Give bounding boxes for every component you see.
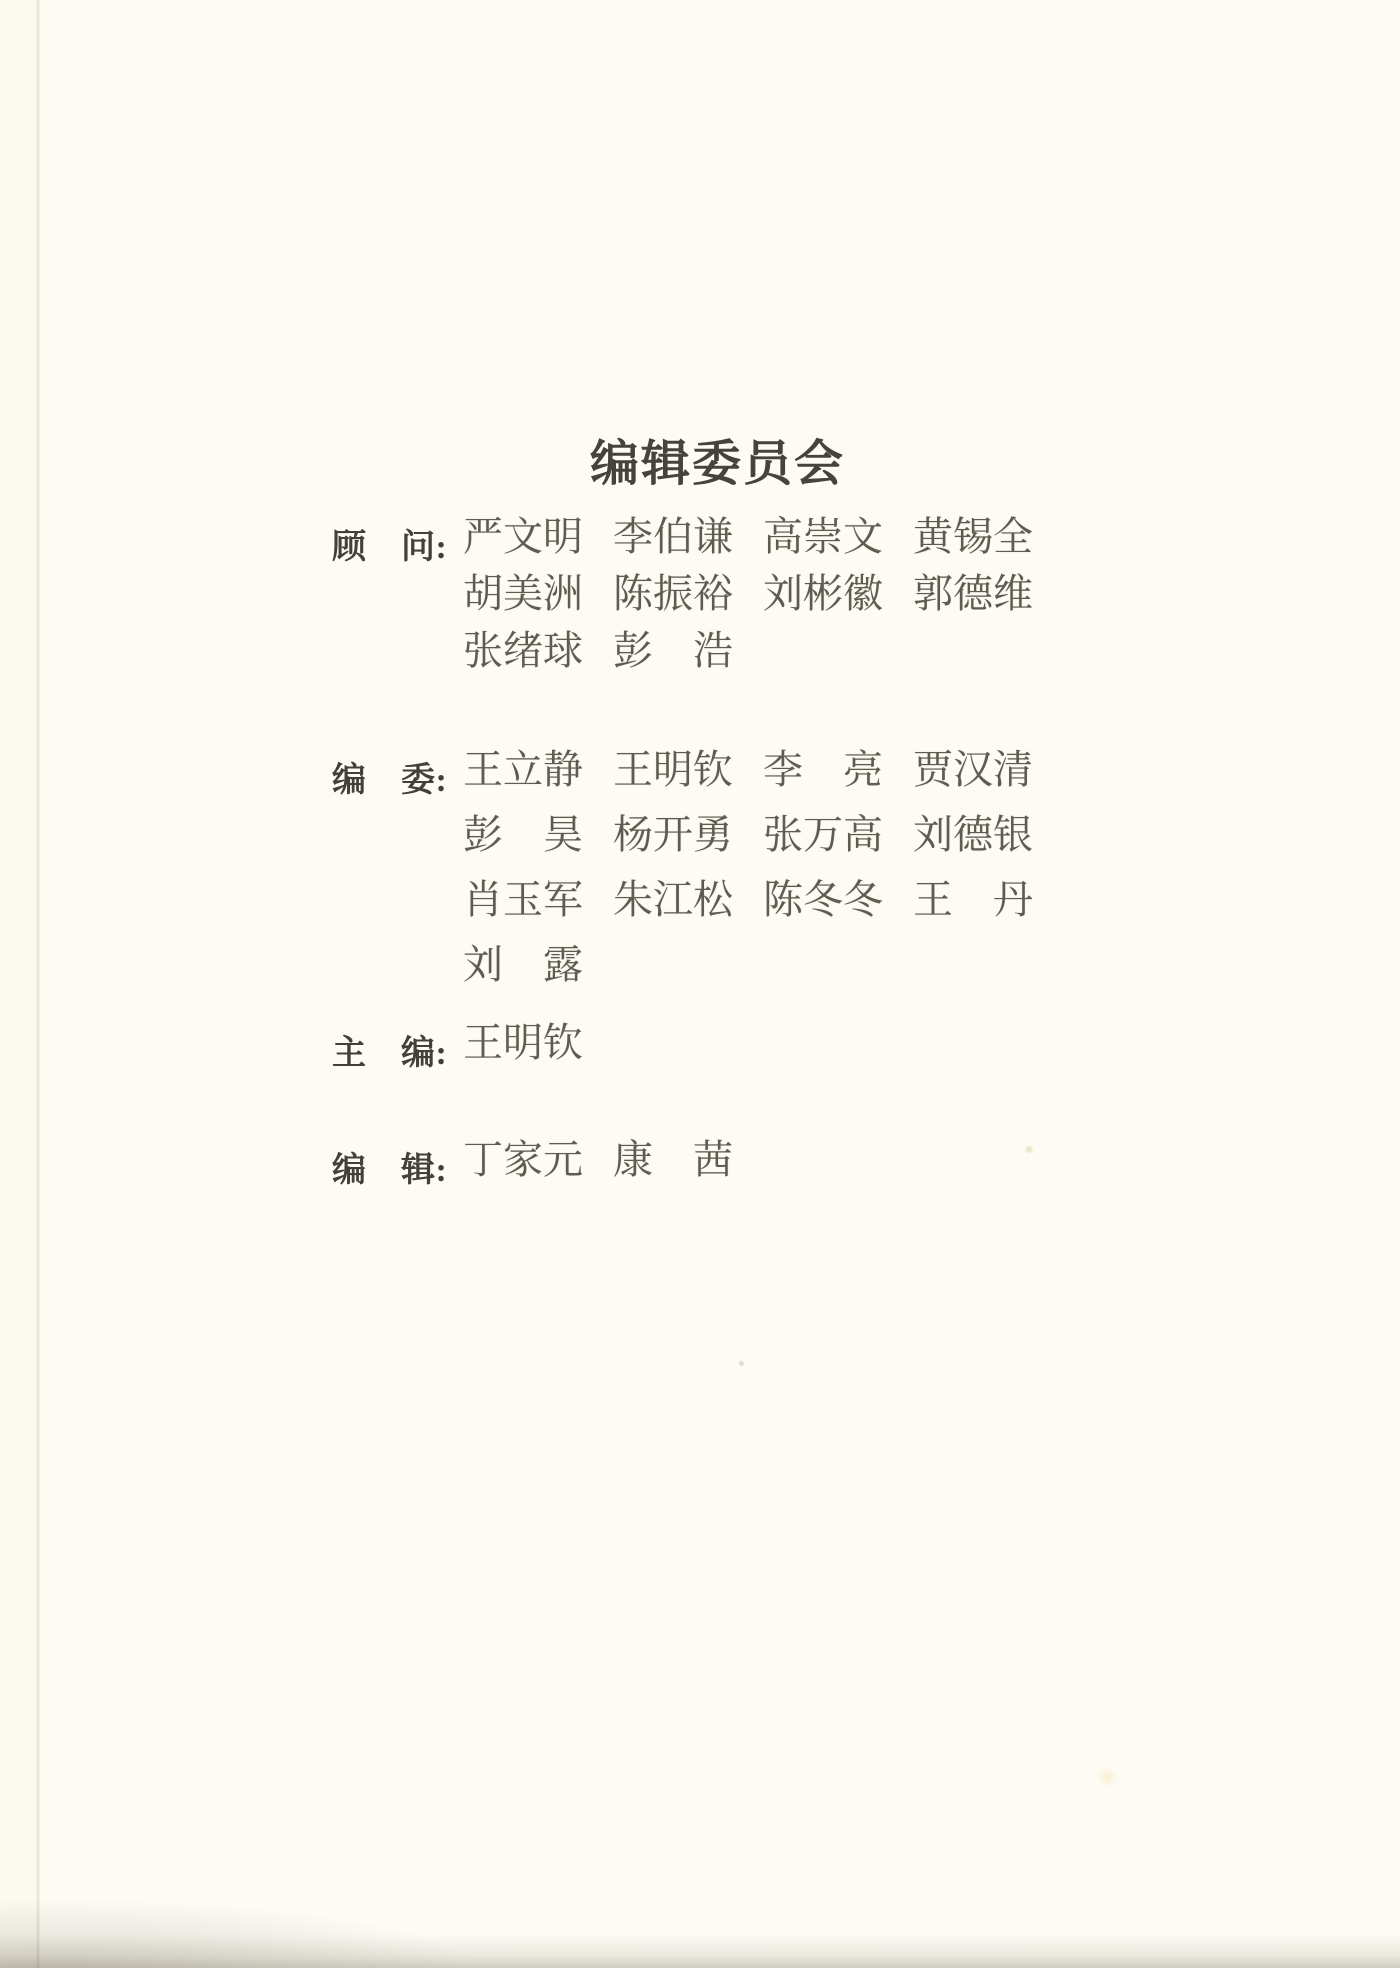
name-row [463, 1137, 1042, 1194]
committee-member-name: 李 亮 [763, 747, 883, 792]
committee-member-name: 丁家元 [463, 1137, 583, 1182]
committee-member-name: 王 丹 [913, 877, 1033, 922]
scan-bottom-shadow [0, 1934, 1400, 1968]
committee-member-name: 陈冬冬 [763, 877, 883, 922]
committee-member-name: 张万高 [763, 812, 883, 857]
name-row [463, 812, 1042, 877]
name-row [463, 1020, 1042, 1077]
committee-member-name: 高崇文 [763, 514, 883, 559]
committee-member-name: 彭 昊 [463, 812, 583, 857]
section-label-advisors: 顾 问: [332, 529, 448, 566]
section-advisors [332, 514, 1042, 685]
committee-member-name: 彭 浩 [613, 628, 733, 673]
name-row [463, 514, 1042, 571]
section-editors [332, 1137, 1042, 1194]
committee-member-name: 贾汉清 [913, 747, 1033, 792]
section-label-chief-editor: 主 编: [332, 1035, 448, 1072]
name-row [463, 628, 1042, 685]
page-left-margin [0, 0, 36, 1968]
paper-speck [1097, 1768, 1117, 1786]
name-row [463, 942, 1042, 1007]
advisors-name-rows [463, 514, 1042, 685]
committee-member-name: 王立静 [463, 747, 583, 792]
committee-member-name: 严文明 [463, 514, 583, 559]
section-label-editors: 编 辑: [332, 1152, 448, 1189]
committee-member-name: 刘彬徽 [763, 571, 883, 616]
name-row [463, 747, 1042, 812]
chief-editor-name-rows [463, 1020, 1042, 1077]
committee-member-name: 郭德维 [913, 571, 1033, 616]
committee-member-name: 刘 露 [463, 942, 583, 987]
committee-member-name: 黄锡全 [913, 514, 1033, 559]
committee-member-name: 张绪球 [463, 628, 583, 673]
page-title: 编辑委员会 [590, 435, 846, 491]
committee-member-name: 王明钦 [463, 1020, 583, 1065]
section-label-committee: 编 委: [332, 762, 448, 799]
committee-member-name: 胡美洲 [463, 571, 583, 616]
name-row [463, 571, 1042, 628]
committee-member-name: 陈振裕 [613, 571, 733, 616]
committee-member-name: 康 茜 [613, 1137, 733, 1182]
paper-speck [1024, 1145, 1034, 1154]
name-row [463, 877, 1042, 942]
scan-crease-line [36, 0, 40, 1968]
committee-member-name: 李伯谦 [613, 514, 733, 559]
committee-member-name: 朱江松 [613, 877, 733, 922]
committee-member-name: 杨开勇 [613, 812, 733, 857]
committee-member-name: 肖玉军 [463, 877, 583, 922]
committee-member-name: 王明钦 [613, 747, 733, 792]
editors-name-rows [463, 1137, 1042, 1194]
paper-speck [738, 1360, 745, 1367]
section-chief-editor [332, 1020, 1042, 1077]
committee-member-name: 刘德银 [913, 812, 1033, 857]
committee-name-rows [463, 747, 1042, 1007]
section-committee [332, 747, 1042, 1007]
